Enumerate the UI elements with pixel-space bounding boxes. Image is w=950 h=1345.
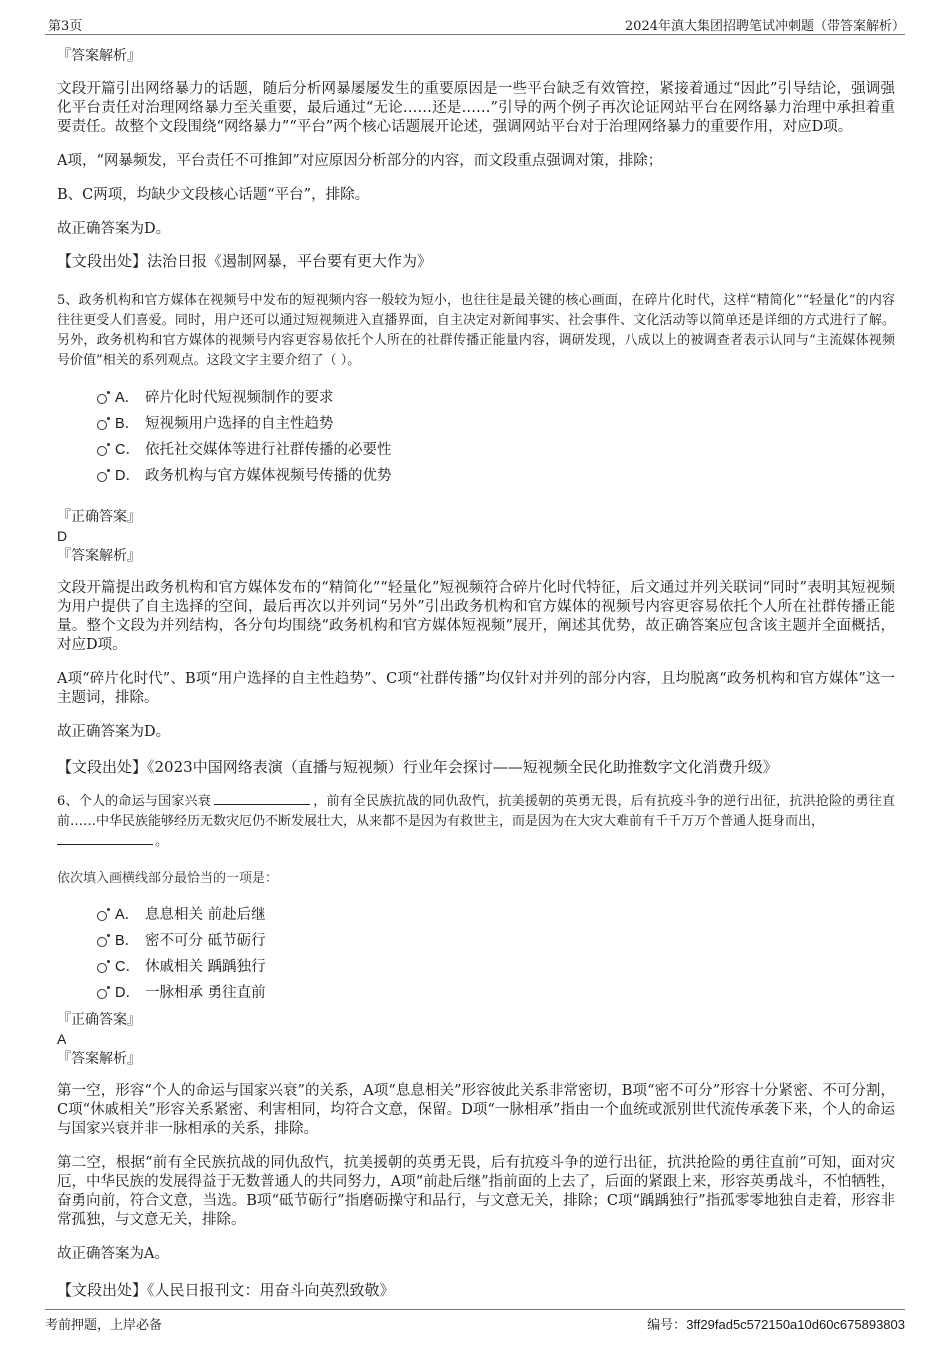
page-footer — [45, 1309, 905, 1334]
page-header — [45, 14, 905, 35]
option-d[interactable] — [97, 463, 895, 489]
option-c[interactable] — [97, 437, 895, 463]
analysis-paragraph: 第一空，形容“个人的命运与国家兴衰”的关系，A项“息息相关”形容彼此关系非常密切，B项“密不可分”形容十分紧密、不可分割，C项“休戚相关”形容关系紧密、利害相同，均符合文意，保留。D项“一脉相承”指由一个血统或派别世代流传承袭下来，个人的命运与国家兴衰并非一脉相承的关系，排除。 — [57, 1083, 895, 1137]
analysis-paragraph: 文段开篇引出网络暴力的话题，随后分析网暴屡屡发生的重要原因是一些平台缺乏有效管控，紧接着通过“因此”引导结论，强调强化平台责任对治理网络暴力至关重要，最后通过“无论……还是……”引导的两个例子再次论证网站平台在网络暴力治理中承担着重要责任。故整个文段围绕“网络暴力”“平台”两个核心话题展开论述，强调网站平台对于治理网络暴力的重要作用，对应D项。 — [57, 81, 895, 135]
question-6-options — [97, 902, 895, 1006]
page-content — [57, 36, 895, 1300]
stem-part: 6、个人的命运与国家兴衰 — [57, 794, 211, 809]
radio-icon[interactable] — [97, 963, 107, 973]
source-label: 【文段出处】 — [57, 758, 148, 776]
option-text: 一脉相承 勇往直前 — [145, 985, 266, 1001]
fill-blank — [214, 792, 310, 805]
analysis-paragraph: A项，“网暴频发，平台责任不可推卸”对应原因分析部分的内容，而文段重点强调对策，排除； — [57, 153, 663, 169]
radio-icon[interactable] — [97, 394, 107, 404]
radio-icon[interactable] — [97, 472, 107, 482]
option-text: 政务机构与官方媒体视频号传播的优势 — [145, 468, 392, 484]
option-text: 休戚相关 踽踽独行 — [145, 959, 266, 975]
option-text: 短视频用户选择的自主性趋势 — [145, 416, 334, 432]
radio-icon[interactable] — [97, 420, 107, 430]
radio-icon[interactable] — [97, 911, 107, 921]
option-letter: B． — [115, 933, 140, 949]
analysis-conclusion: 故正确答案为A。 — [57, 1246, 169, 1262]
radio-icon[interactable] — [97, 989, 107, 999]
analysis-label: 『答案解析』 — [57, 48, 141, 64]
analysis-paragraph: 文段开篇提出政务机构和官方媒体发布的“精简化”“轻量化”短视频符合碎片化时代特征，后文通过并列关联词“同时”表明其短视频为用户提供了自主选择的空间，最后再次以并列词“另外”引出政务机构和官方媒体的视频号内容更容易依托个人所在社群传播正能量。整个文段为并列结构，各分句均围绕“政务机构和官方媒体短视频”展开，阐述其优势，故正确答案应包含该主题并全面概括，对应D项。 — [57, 580, 895, 653]
option-letter: C． — [115, 442, 140, 458]
fill-blank — [57, 832, 153, 845]
analysis-paragraph: 第二空，根据“前有全民族抗战的同仇敌忾，抗美援朝的英勇无畏，后有抗疫斗争的逆行出征，抗洪抢险的勇往直前”可知，面对灾厄，中华民族的发展得益于无数普通人的共同努力，A项“前赴后继”指前面的上去了，后面的紧跟上来，形容英勇战斗，不怕牺牲，奋勇向前，符合文意，当选。B项“砥节砺行”指磨砺操守和品行，与文意无关，排除；C项“踽踽独行”指孤零零地独自走着，形容非常孤独，与文意无关，排除。 — [57, 1155, 895, 1228]
option-letter: C． — [115, 959, 140, 975]
question-5-stem: 5、政务机构和官方媒体在视频号中发布的短视频内容一般较为短小，也往往是最关键的核心画面，在碎片化时代，这样“精简化”“轻量化”的内容往往更受人们喜爱。同时，用户还可以通过短视频进入直播界面，自主决定对新闻事实、社会事件、文化活动等以简单还是详细的方式进行了解。另外，政务机构和官方媒体的视频号内容更容易依托个人所在的社群传播正能量内容，调研发现，八成以上的被调查者表示认同与“主流媒体视频号价值”相关的系列观点。这段文字主要介绍了（ ）。 — [57, 293, 895, 368]
radio-icon[interactable] — [97, 446, 107, 456]
page-number: 第3页 — [48, 19, 83, 34]
correct-answer: D — [57, 528, 68, 544]
option-letter: D． — [115, 468, 140, 484]
option-letter: B． — [115, 416, 140, 432]
analysis-label: 『答案解析』 — [57, 548, 141, 564]
stem-part: ，前有全民族抗战的同仇敌忾，抗美援朝的英勇无畏，后有抗疫斗争的逆行出征，抗洪抢险的勇往直前……中华民族能够经历无数灾厄仍不断发展壮大，从来都不是因为有救世主，而是因为在大灾大难前有千千万万个普通人挺身而出， — [57, 794, 895, 829]
document-title: 2024年滇大集团招聘笔试冲刺题（带答案解析） — [624, 19, 905, 34]
analysis-conclusion: 故正确答案为D。 — [57, 221, 171, 237]
analysis-conclusion: 故正确答案为D。 — [57, 724, 171, 740]
option-d[interactable] — [97, 980, 895, 1006]
source-text: 《人民日报刊文：用奋斗向英烈致敬》 — [147, 1281, 395, 1299]
source-line — [57, 1280, 895, 1300]
option-text: 依托社交媒体等进行社群传播的必要性 — [145, 442, 392, 458]
option-a[interactable] — [97, 385, 895, 411]
question-6-prompt: 依次填入画横线部分最恰当的一项是： — [57, 871, 279, 886]
source-line — [57, 757, 895, 777]
analysis-paragraph: B、C两项，均缺少文段核心话题“平台”，排除。 — [57, 187, 370, 203]
question-5-options — [97, 385, 895, 489]
document-code — [647, 1314, 905, 1333]
option-c[interactable] — [97, 954, 895, 980]
option-b[interactable] — [97, 411, 895, 437]
correct-answer: A — [57, 1031, 67, 1047]
option-letter: A． — [115, 907, 140, 923]
correct-answer-label: 『正确答案』 — [57, 509, 141, 525]
option-text: 密不可分 砥节砺行 — [145, 933, 266, 949]
stem-part: 。 — [155, 834, 169, 849]
option-a[interactable] — [97, 902, 895, 928]
source-line — [57, 251, 895, 271]
analysis-paragraph: A项“碎片化时代”、B项“用户选择的自主性趋势”、C项“社群传播”均仅针对并列的部分内容，且均脱离“政务机构和官方媒体”这一主题词，排除。 — [57, 671, 895, 706]
source-text: 法治日报《遏制网暴，平台要有更大作为》 — [147, 252, 433, 270]
correct-answer-label: 『正确答案』 — [57, 1012, 141, 1028]
option-text: 息息相关 前赴后继 — [145, 907, 266, 923]
footer-slogan: 考前押题，上岸必备 — [45, 1318, 163, 1333]
code-label: 编号： — [647, 1318, 687, 1333]
code-value: 3ff29fad5c572150a10d60c675893803 — [686, 1317, 905, 1332]
option-b[interactable] — [97, 928, 895, 954]
source-label: 【文段出处】 — [57, 1281, 148, 1299]
analysis-label: 『答案解析』 — [57, 1051, 141, 1067]
option-letter: A． — [115, 390, 140, 406]
source-text: 《2023中国网络表演（直播与短视频）行业年会探讨——短视频全民化助推数字文化消费升级》 — [147, 758, 778, 776]
option-text: 碎片化时代短视频制作的要求 — [145, 390, 334, 406]
radio-icon[interactable] — [97, 937, 107, 947]
option-letter: D． — [115, 985, 140, 1001]
source-label: 【文段出处】 — [57, 252, 148, 270]
question-6-stem — [57, 792, 895, 852]
